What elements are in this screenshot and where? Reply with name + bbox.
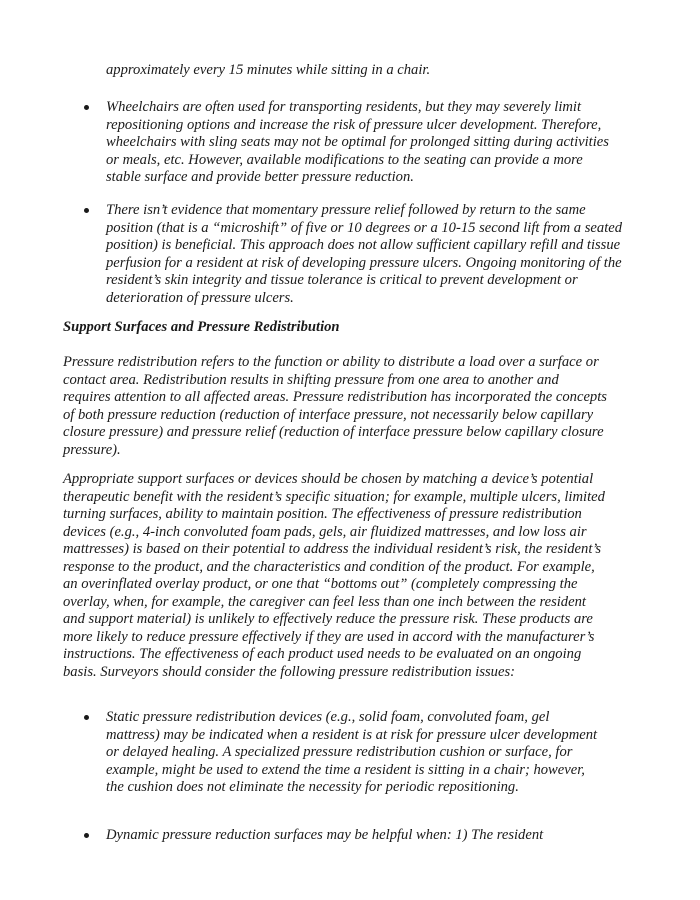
- list-item: [106, 709, 606, 797]
- bullet-text: Dynamic pressure reduction surfaces may be helpful when: 1) The resident: [106, 827, 544, 843]
- paragraph: Appropriate support surfaces or devices should be chosen by matching a device’s potential therapeutic benefit with the resident’s specific situation; for example, multiple ulcers, limited turning surfaces, ability to maintain position. The effectiveness of pressure redistribution devices (e.g., 4-inch convoluted foam pads, gels, air fluidized mattresses, and low loss air mattresses) is based on their potential to address the individual resident’s risk, the resident’s response to the product, and the characteristics and condition of the product. For example, an overinflated overlay product, or one that “bottoms out” (completely compressing the overlay, when, for example, the caregiver can feel less than one inch between the resident and support material) is unlikely to effectively reduce the pressure risk. These products are more likely to reduce pressure effectively if they are used in accord with the manufacturer’s instructions. The effectiveness of each product used needs to be evaluated on an ongoing basis. Surveyors should consider the following pressure redistribution issues:: [63, 471, 605, 680]
- bullet-icon: [84, 105, 89, 110]
- list-item: [106, 202, 626, 307]
- list-item: [106, 827, 576, 845]
- bullet-icon: [84, 208, 89, 213]
- bullet-icon: [84, 833, 89, 838]
- list-item: [106, 99, 621, 187]
- bullet-text: Wheelchairs are often used for transporting residents, but they may severely limit repositioning options and increase the risk of pressure ulcer development. Therefore, wheelchairs with sling seats may not be optimal for prolonged sitting during activities or meals, etc. However, available modifications to the seating can provide a more stable surface and provide better pressure reduction.: [106, 99, 609, 185]
- bullet-icon: [84, 715, 89, 720]
- bullet-text: Static pressure redistribution devices (e.g., solid foam, convoluted foam, gel mattress) may be indicated when a resident is at risk for pressure ulcer development or delayed healing. A specialized pressure redistribution cushion or surface, for example, might be used to extend the time a resident is sitting in a chair; however, the cushion does not eliminate the necessity for periodic repositioning.: [106, 709, 598, 795]
- bullet-text: There isn’t evidence that momentary pressure relief followed by return to the same position (that is a “microshift” of five or 10 degrees or a 10-15 second lift from a seated position) is beneficial. This approach does not allow sufficient capillary refill and tissue perfusion for a resident at risk of developing pressure ulcers. Ongoing monitoring of the resident’s skin integrity and tissue tolerance is critical to prevent development or deterioration of pressure ulcers.: [106, 202, 623, 306]
- section-heading: Support Surfaces and Pressure Redistribution: [63, 319, 340, 335]
- paragraph: Pressure redistribution refers to the function or ability to distribute a load over a surface or contact area. Redistribution results in shifting pressure from one area to another and requires attention to all affected areas. Pressure redistribution has incorporated the concepts of both pressure reduction (reduction of interface pressure, not necessarily below capillary closure pressure) and pressure relief (reduction of interface pressure below capillary closure pressure).: [63, 354, 607, 458]
- continuation-text: approximately every 15 minutes while sitting in a chair.: [106, 62, 431, 78]
